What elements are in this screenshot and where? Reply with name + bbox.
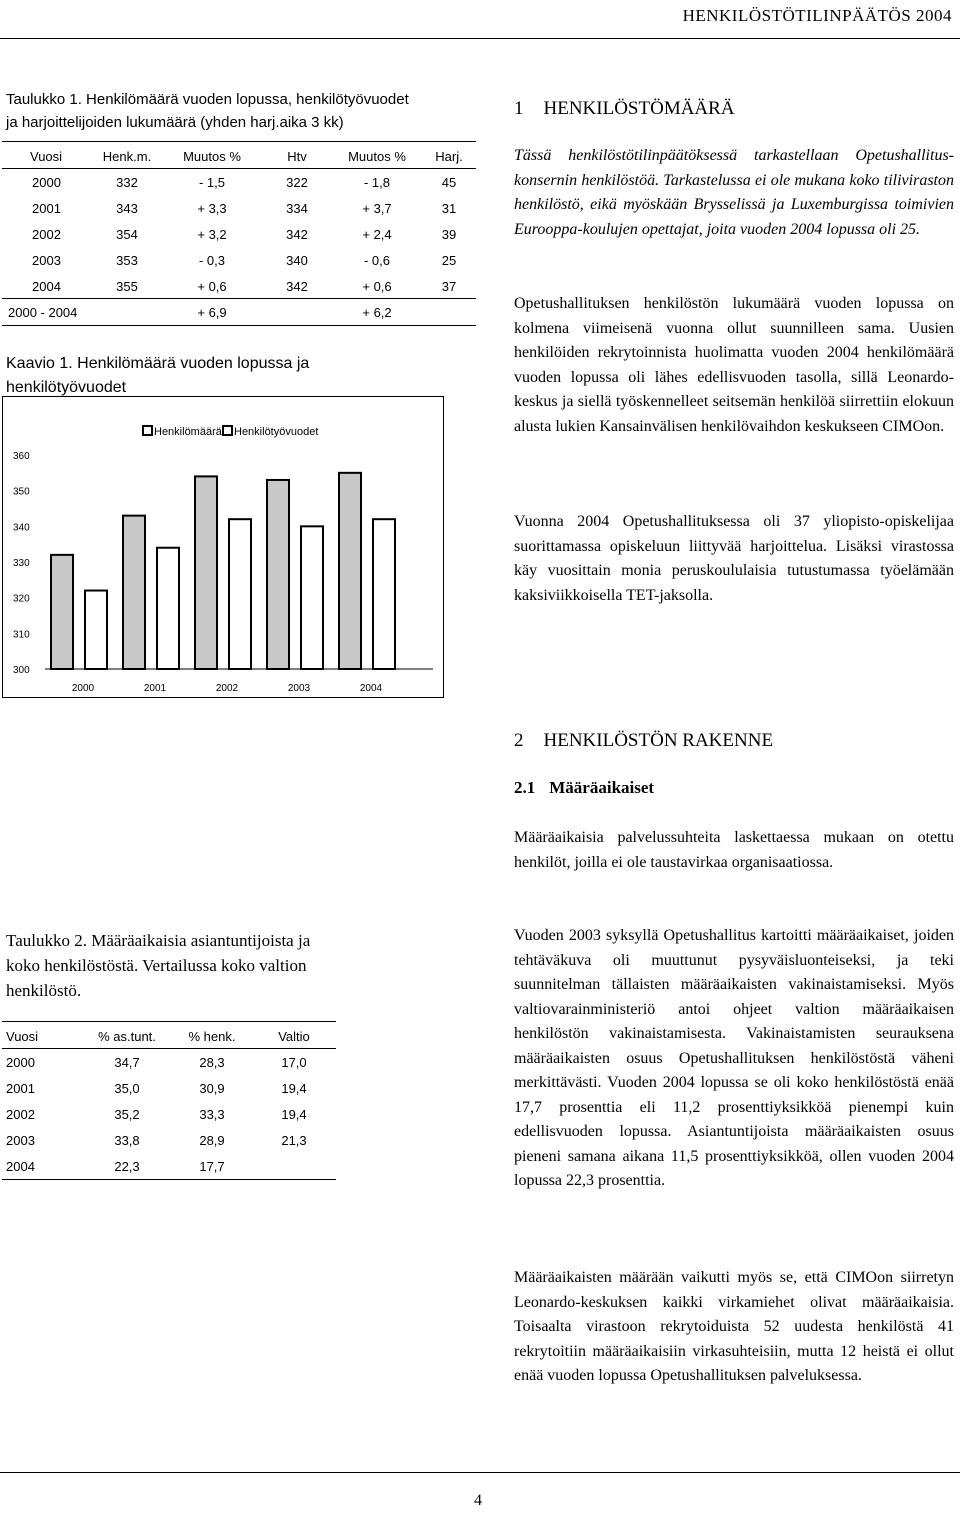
table1-top-rule — [2, 141, 476, 142]
table1-header-rule — [2, 168, 476, 169]
table-row — [2, 221, 476, 247]
section1-heading — [514, 98, 954, 120]
table2-header-cell: % as.tunt. — [98, 1028, 156, 1044]
table-row — [2, 247, 476, 273]
header-rule — [0, 38, 960, 39]
table-cell: 2000 — [6, 1054, 35, 1070]
table2-top-rule — [2, 1021, 336, 1022]
table2-caption-line3: henkilöstö. — [6, 981, 82, 1000]
section1-paragraph-intro: Tässä henkilöstötilinpäätöksessä tarkastellaan Opetushallitus-konsernin henkilöstöä. Tarkastelussa ei ole mukana koko tiliviraston henkilöstö, eikä myöskään Brysselissä ja Luxemburgissa toimivien Eurooppa-koulujen opettajat, joita vuoden 2004 lopussa oli 25. — [514, 147, 954, 238]
table-row — [2, 169, 476, 195]
x-tick-label: 2002 — [215, 683, 239, 694]
chart-bars — [51, 473, 395, 669]
table-row — [2, 195, 476, 221]
table-cell: 2000 - 2004 — [8, 304, 78, 320]
table-row — [2, 273, 476, 299]
chart1-caption-line1: Kaavio 1. Henkilömäärä vuoden lopussa ja — [6, 355, 310, 372]
chart1-caption-line2: henkilötyövuodet — [6, 379, 127, 396]
table2-caption-line1: Taulukko 2. Määräaikaisia asiantuntijoista ja — [6, 931, 311, 950]
table-cell: 322 — [286, 174, 308, 190]
table1-summary-row — [2, 299, 476, 325]
table-cell: 28,9 — [199, 1132, 225, 1148]
chart1-caption — [6, 352, 446, 400]
table-cell: - 1,5 — [198, 174, 225, 190]
section2-subheading-number: 2.1 — [514, 778, 536, 797]
bar-henkilomaara-2002 — [195, 476, 217, 669]
table-cell: 45 — [441, 174, 457, 190]
table-cell — [252, 1153, 336, 1179]
chart-legend — [143, 426, 318, 438]
bar-henkilomaara-2000 — [51, 555, 73, 669]
table2 — [2, 1023, 336, 1179]
section2-heading-text: HENKILÖSTÖN RAKENNE — [543, 730, 774, 751]
table-cell: 33,8 — [114, 1132, 140, 1148]
table-row — [2, 1153, 336, 1179]
table-cell: 34,7 — [114, 1054, 140, 1070]
table-cell: + 2,4 — [362, 226, 392, 242]
table-cell — [92, 299, 162, 325]
table-row — [2, 1101, 336, 1127]
table-cell: 33,3 — [199, 1106, 225, 1122]
section1-paragraph-2: Opetushallituksen henkilöstön lukumäärä vuoden lopussa on kolmena viimeisenä vuonna ollut suunnilleen sama. Uusien henkilöiden rekrytoinnista huolimatta vuoden 2004 henkilömäärä vuoden lopussa oli lähes edellisvuoden tasolla, sillä Leonardo-keskus ja siellä työskennelleet seitsemän henkilöä siirrettiin elokuun alusta lukien Kansainvälisen henkilövaihdon keskukseen CIMOon. — [514, 295, 954, 435]
section1-heading-text: HENKILÖSTÖMÄÄRÄ — [543, 98, 735, 119]
section2-paragraph-1: Määräaikaisia palvelussuhteita laskettaessa mukaan on otettu henkilöt, joilla ei ole taustavirkaa organisaatiossa. — [514, 829, 954, 871]
footer-rule — [0, 1472, 960, 1473]
bar-henkilomaara-2004 — [339, 473, 361, 669]
table-cell: + 6,9 — [197, 304, 227, 320]
bar-henkilotyovuodet-2002 — [229, 519, 251, 669]
y-tick-label: 320 — [13, 593, 30, 605]
table1-summary-rule — [2, 298, 476, 299]
table-cell: 25 — [441, 252, 457, 268]
section2-paragraph-3: Määräaikaisten määrään vaikutti myös se, että CIMOon siirretyn Leonardo-keskuksen kaikki virkamiehet olivat määräaikaisia. Toisaalta virastoon rekrytoiduista 52 uudesta henkilöstä 41 rekrytoitiin määräaikaisiin virkasuhteisiin, mutta 12 heistä ei ollut enää vuoden lopussa Opetushallituksen palveluksessa. — [514, 1269, 954, 1384]
bar-henkilotyovuodet-2004 — [373, 519, 395, 669]
table-cell — [262, 299, 332, 325]
y-tick-label: 360 — [13, 451, 30, 462]
bar-chart — [3, 397, 443, 697]
table1-header-cell: Muutos % — [183, 148, 241, 164]
table-cell: 342 — [286, 226, 308, 242]
bar-henkilomaara-2001 — [123, 516, 145, 669]
table2-caption — [6, 928, 406, 1003]
table-cell: 2003 — [32, 252, 61, 268]
table-cell: 17,7 — [199, 1158, 225, 1174]
table-cell: 355 — [116, 278, 138, 294]
table-cell: 30,9 — [199, 1080, 225, 1096]
section2-heading-number: 2 — [514, 730, 524, 751]
legend-label-henkilomaara: Henkilömäärä — [154, 426, 222, 438]
table2-bottom-rule — [2, 1179, 336, 1180]
section2-subheading — [514, 778, 954, 798]
table-cell: 354 — [116, 226, 138, 242]
running-header: HENKILÖSTÖTILINPÄÄTÖS 2004 — [682, 6, 952, 25]
y-tick-label: 300 — [13, 665, 30, 676]
table-cell: 332 — [116, 174, 138, 190]
bar-henkilomaara-2003 — [267, 480, 289, 669]
table2-caption-line2: koko henkilöstöstä. Vertailussa koko valtion — [6, 956, 307, 975]
table-cell: 353 — [116, 252, 138, 268]
table-row — [2, 1075, 336, 1101]
table-cell: 35,2 — [114, 1106, 140, 1122]
table1-header-cell: Henk.m. — [102, 148, 152, 164]
table-cell: 35,0 — [114, 1080, 140, 1096]
x-tick-label: 2004 — [359, 683, 383, 694]
table-row — [2, 1049, 336, 1075]
table1-header-row — [2, 143, 476, 169]
y-tick-label: 330 — [13, 558, 30, 569]
table-row — [2, 1127, 336, 1153]
legend-swatch-henkilomaara — [143, 426, 152, 435]
table-cell: 37 — [441, 278, 457, 294]
table1-header-cell: Vuosi — [30, 148, 63, 164]
table2-header-cell: % henk. — [188, 1028, 236, 1044]
table1-caption — [6, 88, 476, 134]
page-number: 4 — [474, 1492, 482, 1509]
bar-henkilotyovuodet-2003 — [301, 526, 323, 669]
table-cell: 2002 — [6, 1106, 35, 1122]
section2-subheading-text: Määräaikaiset — [549, 778, 655, 797]
table-cell: 19,4 — [281, 1080, 307, 1096]
table-cell: 342 — [286, 278, 308, 294]
section2-paragraph-2: Vuoden 2003 syksyllä Opetushallitus kartoitti määräaikaiset, joiden tehtäväkuva oli muuttunut pysyväisluonteiseksi, ja teki suunnitelman tällaisten määräaikaisten vakinaistamiseksi. Myös valtiovarainministeriö antoi ohjeet valtion määräaikaisen henkilöstön vakinaistamisesta. Vakinaistamisten seurauksena määräaikaisten osuus Opetushallituksen henkilöstöstä väheni merkittävästi. Vuoden 2004 lopussa se oli koko henkilöstöstä enää 17,7 prosenttia eli 11,2 prosenttiyksikköä pienempi kuin edellisvuoden lopussa. Asiantuntijoista määräaikaisten osuus pieneni samana aikana 11,5 prosenttiyksikköä, ollen vuoden 2004 lopussa 22,3 prosenttia. — [514, 927, 954, 1189]
table-cell: 334 — [286, 200, 308, 216]
section1-heading-number: 1 — [514, 98, 524, 119]
table-cell: 21,3 — [281, 1132, 307, 1148]
table-cell: 2004 — [32, 278, 61, 294]
x-axis-labels — [72, 683, 383, 694]
table-cell: - 0,6 — [363, 252, 390, 268]
table1-header-cell: Htv — [287, 148, 307, 164]
x-tick-label: 2000 — [71, 683, 95, 694]
table-cell: 2000 — [32, 174, 61, 190]
table-cell: - 0,3 — [198, 252, 225, 268]
table-cell: 22,3 — [114, 1158, 140, 1174]
table1-header-cell: Muutos % — [348, 148, 406, 164]
table2-header-cell: Valtio — [278, 1028, 310, 1044]
table1-header-cell: Harj. — [435, 148, 463, 164]
legend-label-henkilotyovuodet: Henkilötyövuodet — [234, 426, 319, 438]
table-cell: 31 — [441, 200, 457, 216]
section1-paragraph-3: Vuonna 2004 Opetushallituksessa oli 37 yliopisto-opiskelijaa suorittamassa opiskeluun liittyvää harjoittelua. Lisäksi virastossa käy vuosittain monia peruskoululaisia tutustumassa työelämään kaksiviikkoisella TET-jaksolla. — [514, 513, 954, 604]
table2-header-cell: Vuosi — [6, 1028, 39, 1044]
table-cell: + 3,3 — [197, 200, 227, 216]
table-cell: 17,0 — [281, 1054, 307, 1070]
table-cell: 28,3 — [199, 1054, 225, 1070]
table-cell: + 0,6 — [197, 278, 227, 294]
table1-caption-line1: Taulukko 1. Henkilömäärä vuoden lopussa, henkilötyövuodet — [6, 91, 409, 108]
table-cell: 19,4 — [281, 1106, 307, 1122]
table-cell: 340 — [286, 252, 308, 268]
section2-heading — [514, 730, 954, 752]
y-tick-label: 350 — [13, 486, 30, 498]
table-cell: 39 — [441, 226, 457, 242]
table-cell: 2001 — [6, 1080, 35, 1096]
y-axis-labels — [13, 451, 30, 676]
y-tick-label: 310 — [13, 629, 30, 641]
table-cell: + 3,2 — [197, 226, 227, 242]
bar-henkilotyovuodet-2001 — [157, 548, 179, 669]
table-cell: + 3,7 — [362, 200, 392, 216]
table-cell: + 0,6 — [362, 278, 392, 294]
table1-bottom-rule — [2, 325, 476, 326]
table-cell: 2001 — [32, 200, 61, 216]
table-cell: - 1,8 — [363, 174, 390, 190]
table2-header-rule — [2, 1048, 336, 1049]
table-cell: 2002 — [32, 226, 61, 242]
x-tick-label: 2003 — [287, 683, 311, 694]
table-cell: + 6,2 — [362, 304, 392, 320]
table1-caption-line2: ja harjoittelijoiden lukumäärä (yhden harj.aika 3 kk) — [6, 114, 344, 131]
table2-header-row — [2, 1023, 336, 1049]
table-cell: 2003 — [6, 1132, 35, 1148]
table-cell: 2004 — [6, 1158, 35, 1174]
chart-frame — [2, 396, 444, 698]
legend-swatch-henkilotyovuodet — [223, 426, 232, 435]
table-cell: 343 — [116, 200, 138, 216]
bar-henkilotyovuodet-2000 — [85, 591, 107, 669]
y-tick-label: 340 — [13, 522, 30, 534]
table-cell — [422, 299, 476, 325]
x-tick-label: 2001 — [143, 683, 167, 694]
